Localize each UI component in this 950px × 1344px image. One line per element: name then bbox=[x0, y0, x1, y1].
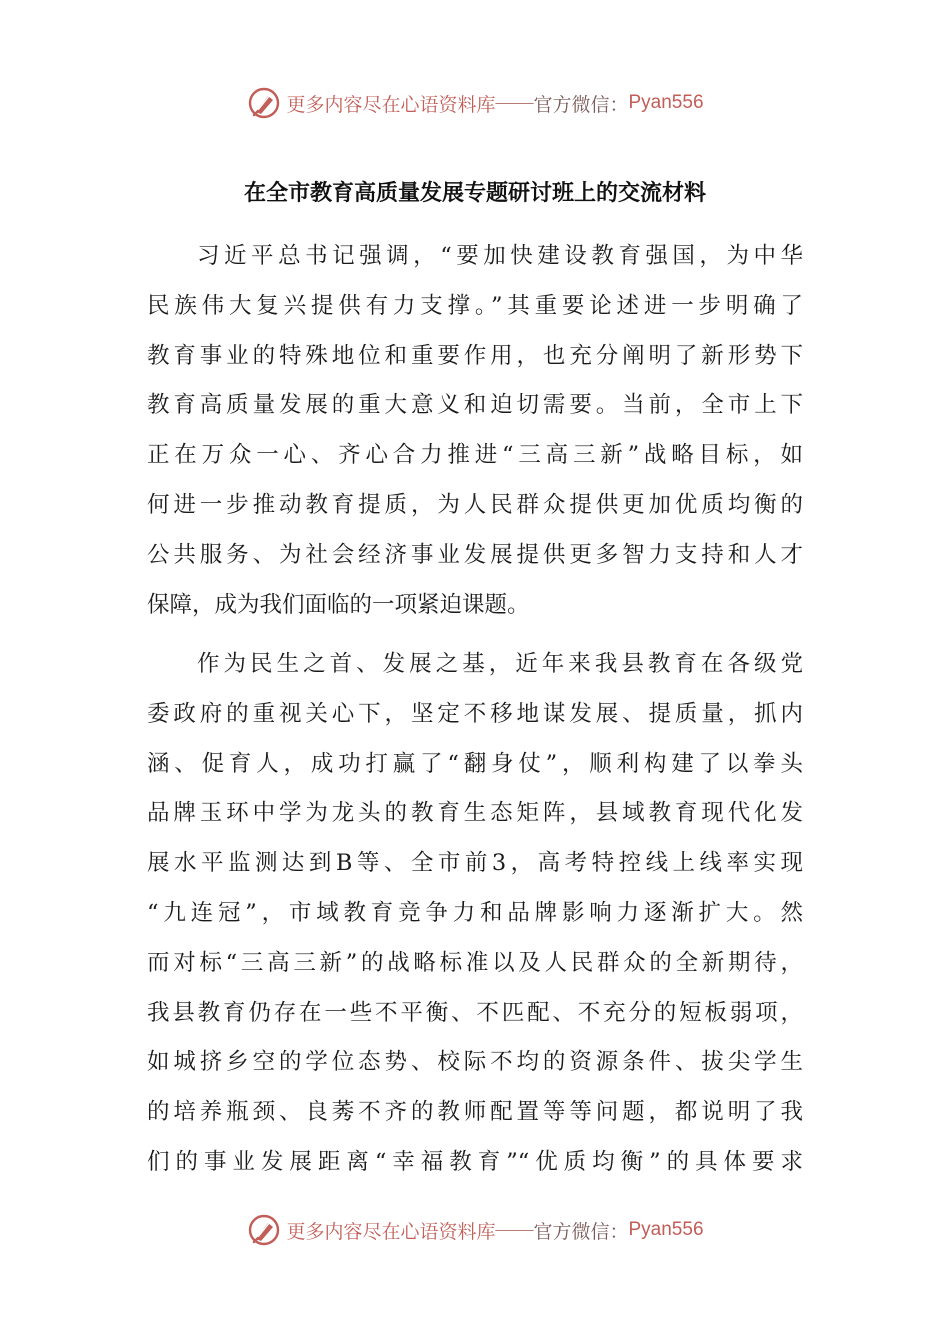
paragraph-line: 的培养瓶颈、良莠不齐的教师配置等等问题，都说明了我 bbox=[147, 1099, 803, 1126]
document-title: 在全市教育高质量发展专题研讨班上的交流材料 bbox=[243, 181, 706, 206]
paragraph-line: 如城挤乡空的学位态势、校际不均的资源条件、拔尖学生 bbox=[147, 1049, 803, 1076]
paragraph-line: 正在万众一心、齐心合力推进“三高三新”战略目标，如 bbox=[147, 442, 803, 469]
footer-banner bbox=[0, 1210, 950, 1250]
footer-wechat-label: 官方微信： bbox=[533, 1220, 629, 1243]
paragraph-line: 而对标“三高三新”的战略标准以及人民群众的全新期待， bbox=[147, 949, 803, 976]
paragraph-line: 保障，成为我们面临的一项紧迫课题。 bbox=[147, 591, 530, 618]
header-banner-text: 更多内容尽在心语资料库 bbox=[286, 93, 496, 116]
pen-nib-logo-icon bbox=[246, 85, 282, 121]
header-banner-content bbox=[246, 85, 703, 121]
footer-wechat-id: Pyan556 bbox=[628, 1219, 704, 1240]
paragraph-line: 涵、促育人，成功打赢了“翻身仗”，顺利构建了以拳头 bbox=[147, 750, 803, 777]
paragraph-line: 教育高质量发展的重大意义和迫切需要。当前，全市上下 bbox=[147, 392, 803, 419]
paragraph-line: 作为民生之首、发展之基，近年来我县教育在各级党 bbox=[197, 651, 803, 677]
footer-banner-text: 更多内容尽在心语资料库 bbox=[286, 1220, 496, 1243]
paragraph-line: 们的事业发展距离“幸福教育”“优质均衡”的具体要求 bbox=[147, 1148, 803, 1175]
header-wechat-label: 官方微信： bbox=[533, 93, 629, 116]
pen-nib-logo-icon bbox=[246, 1212, 282, 1248]
paragraph-line: 何进一步推动教育提质，为人民群众提供更加优质均衡的 bbox=[147, 491, 803, 518]
paragraph-2 bbox=[147, 640, 803, 1188]
header-banner-dash: —— bbox=[495, 92, 534, 113]
paragraph-line: “九连冠”，市域教育竞争力和品牌影响力逐渐扩大。然 bbox=[147, 899, 803, 926]
paragraph-line: 教育事业的特殊地位和重要作用，也充分阐明了新形势下 bbox=[147, 342, 803, 369]
paragraph-1 bbox=[147, 232, 803, 630]
paragraph-line: 品牌玉环中学为龙头的教育生态矩阵，县域教育现代化发 bbox=[147, 800, 803, 827]
footer-banner-dash: —— bbox=[495, 1219, 534, 1240]
paragraph-line: 公共服务、为社会经济事业发展提供更多智力支持和人才 bbox=[147, 541, 803, 568]
footer-banner-content bbox=[246, 1212, 703, 1248]
paragraph-line: 民族伟大复兴提供有力支撑。”其重要论述进一步明确了 bbox=[147, 292, 803, 319]
header-wechat-id: Pyan556 bbox=[628, 92, 704, 113]
paragraph-line: 习近平总书记强调，“要加快建设教育强国，为中华 bbox=[197, 243, 803, 269]
paragraph-line: 展水平监测达到B等、全市前3，高考特控线上线率实现 bbox=[147, 850, 803, 877]
paragraph-line: 我县教育仍存在一些不平衡、不匹配、不充分的短板弱项， bbox=[147, 999, 803, 1026]
paragraph-line: 委政府的重视关心下，坚定不移地谋发展、提质量，抓内 bbox=[147, 700, 803, 727]
header-banner bbox=[0, 83, 950, 123]
